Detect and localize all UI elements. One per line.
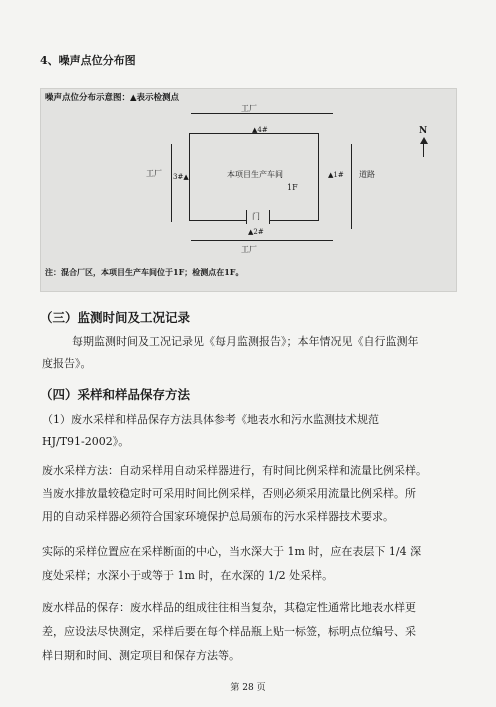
- road-label: 道路: [359, 170, 375, 179]
- north-label: N: [419, 126, 428, 136]
- figure-caption: 噪声点位分布示意图：▲表示检测点: [45, 93, 180, 103]
- section3-paragraph-line2: 度报告》。: [42, 357, 92, 370]
- sampling-method-line3: 用的自动采样器必须符合国家环境保护总局颁布的污水采样器技术要求。: [42, 510, 394, 523]
- section-heading: 4、噪声点位分布图: [40, 54, 136, 67]
- sampling-method-line2: 当废水排放量较稳定时可采用时间比例采样，否则必须采用流量比例采样。所: [42, 487, 416, 500]
- sampling-position-line2: 度处采样；水深小于或等于 1m 时，在水深的 1/2 处采样。: [42, 569, 334, 582]
- north-arrow-shaft: [423, 143, 424, 157]
- north-arrow-icon: [420, 137, 428, 144]
- item1-line1: （1）废水采样和样品保存方法具体参考《地表水和污水监测技术规范: [42, 413, 379, 426]
- sample-storage-line2: 差，应设法尽快测定，采样后要在每个样品瓶上贴一标签，标明点位编号、采: [42, 625, 416, 638]
- factory-left-label: 工厂: [146, 169, 162, 178]
- point-1-marker: ▲1#: [328, 171, 344, 179]
- gate-label: 门: [252, 212, 260, 221]
- point-4-marker: ▲4#: [252, 126, 268, 134]
- road-line: [351, 144, 352, 229]
- page-number: 第 28 页: [230, 683, 266, 693]
- factory-left-line: [171, 144, 172, 222]
- factory-bottom-label: 工厂: [241, 245, 257, 254]
- floor-label: 1F: [287, 183, 298, 192]
- sample-storage-line3: 样日期和时间、测定项目和保存方法等。: [42, 649, 240, 662]
- factory-top-line: [191, 113, 333, 114]
- section3-paragraph-line1: 每期监测时间及工况记录见《每月监测报告》；本年情况见《自行监测年: [72, 335, 419, 348]
- section4-heading: （四）采样和样品保存方法: [40, 387, 191, 402]
- sampling-method-line1: 废水采样方法：自动采样用自动采样器进行，有时间比例采样和流量比例采样。: [42, 464, 427, 477]
- point-3-marker: 3#▲: [173, 173, 189, 181]
- sampling-position-line1: 实际的采样位置应在采样断面的中心，当水深大于 1m 时，应在表层下 1/4 深: [42, 545, 422, 558]
- sample-storage-line1: 废水样品的保存：废水样品的组成往往相当复杂，其稳定性通常比地表水样更: [42, 601, 416, 614]
- noise-point-diagram: [40, 88, 457, 292]
- section3-heading: （三）监测时间及工况记录: [40, 310, 191, 325]
- figure-note: 注：混合厂区，本项目生产车间位于1F；检测点在1F。: [45, 267, 244, 277]
- point-2-marker: ▲2#: [248, 228, 264, 236]
- item1-line2: HJ/T91-2002》。: [42, 435, 130, 448]
- workshop-label: 本项目生产车间: [227, 170, 283, 179]
- factory-bottom-line: [191, 240, 333, 241]
- factory-top-label: 工厂: [241, 104, 257, 113]
